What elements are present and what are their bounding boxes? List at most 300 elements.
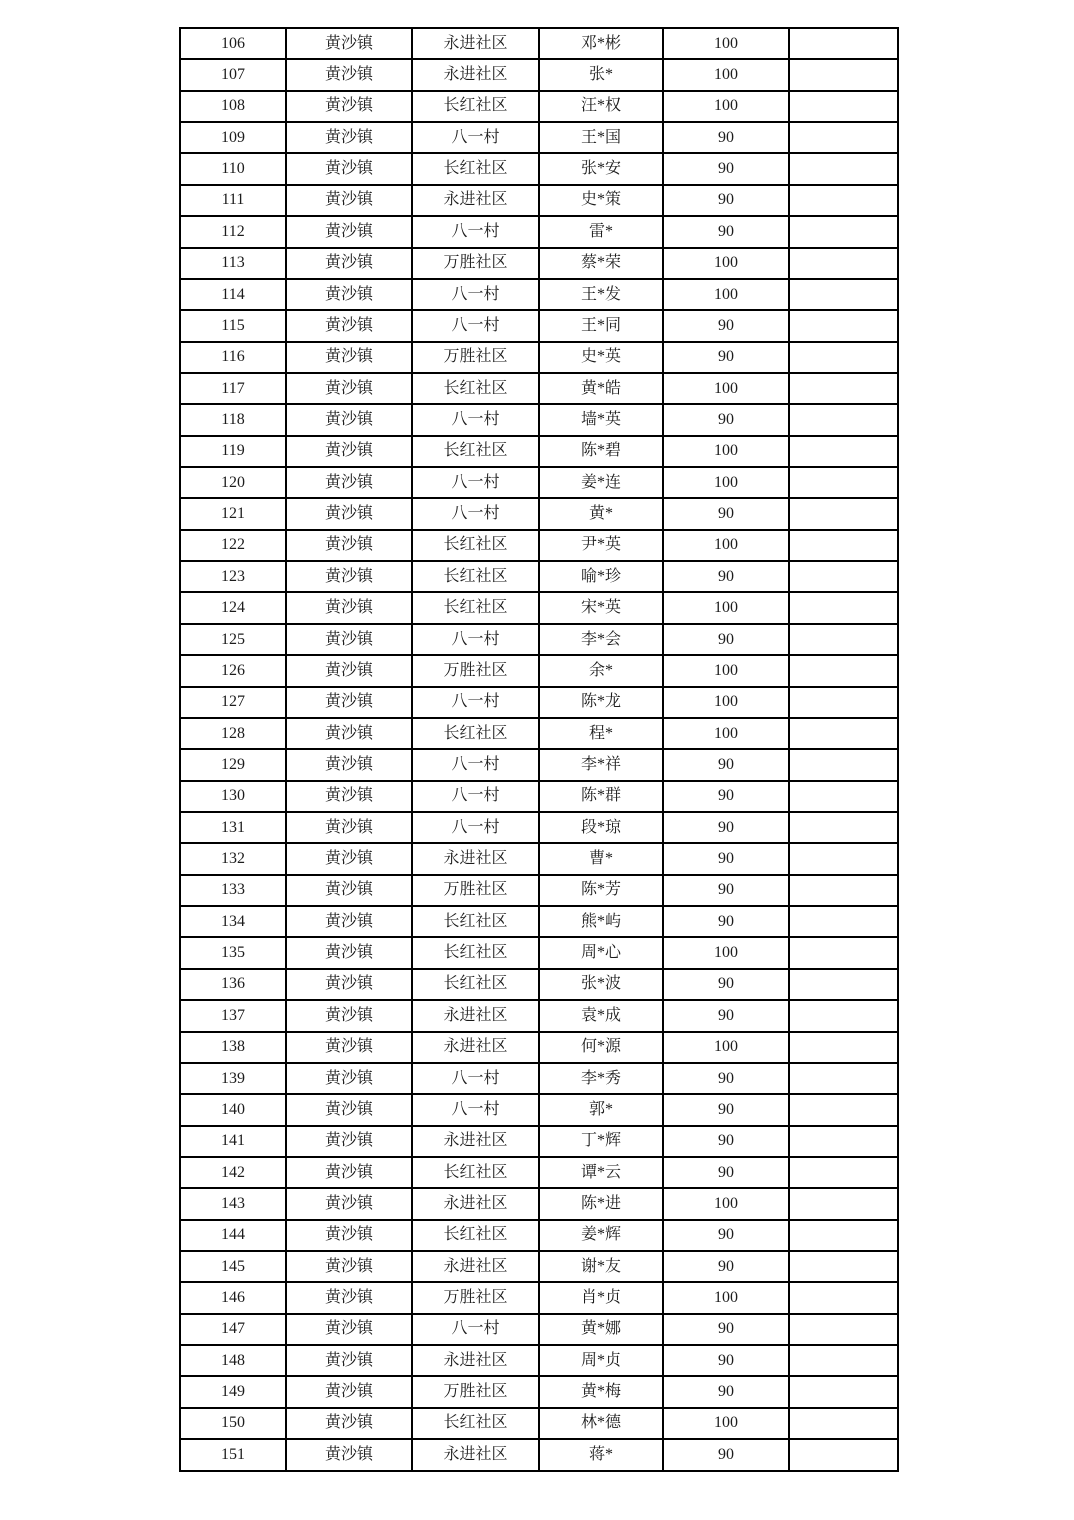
cell-score: 90 (663, 906, 789, 937)
cell-village: 万胜社区 (412, 1376, 539, 1407)
cell-score: 90 (663, 1251, 789, 1282)
cell-town: 黄沙镇 (286, 1251, 412, 1282)
cell-village: 八一村 (412, 624, 539, 655)
cell-name: 张*安 (539, 153, 663, 184)
table-row (180, 122, 898, 153)
cell-name: 何*源 (539, 1032, 663, 1063)
cell-score: 90 (663, 749, 789, 780)
cell-empty (789, 530, 898, 561)
cell-score: 90 (663, 498, 789, 529)
cell-town: 黄沙镇 (286, 1408, 412, 1439)
cell-score: 100 (663, 248, 789, 279)
cell-row-number: 150 (180, 1408, 286, 1439)
table-row (180, 1376, 898, 1407)
table-row (180, 1408, 898, 1439)
cell-empty (789, 436, 898, 467)
cell-village: 永进社区 (412, 1000, 539, 1031)
cell-name: 程* (539, 718, 663, 749)
cell-empty (789, 498, 898, 529)
cell-village: 八一村 (412, 216, 539, 247)
cell-empty (789, 1408, 898, 1439)
cell-town: 黄沙镇 (286, 1157, 412, 1188)
cell-town: 黄沙镇 (286, 59, 412, 90)
cell-name: 陈*进 (539, 1188, 663, 1219)
cell-row-number: 126 (180, 655, 286, 686)
cell-name: 谭*云 (539, 1157, 663, 1188)
cell-town: 黄沙镇 (286, 404, 412, 435)
table-row (180, 843, 898, 874)
cell-name: 雷* (539, 216, 663, 247)
cell-name: 陈*芳 (539, 875, 663, 906)
cell-town: 黄沙镇 (286, 216, 412, 247)
cell-empty (789, 843, 898, 874)
cell-score: 100 (663, 467, 789, 498)
cell-town: 黄沙镇 (286, 310, 412, 341)
cell-empty (789, 906, 898, 937)
cell-empty (789, 1314, 898, 1345)
cell-row-number: 118 (180, 404, 286, 435)
cell-village: 长红社区 (412, 592, 539, 623)
cell-empty (789, 153, 898, 184)
cell-empty (789, 1063, 898, 1094)
cell-score: 90 (663, 969, 789, 1000)
table-row (180, 248, 898, 279)
cell-empty (789, 875, 898, 906)
cell-row-number: 109 (180, 122, 286, 153)
cell-name: 熊*屿 (539, 906, 663, 937)
table-row (180, 59, 898, 90)
cell-row-number: 139 (180, 1063, 286, 1094)
cell-town: 黄沙镇 (286, 687, 412, 718)
cell-village: 长红社区 (412, 906, 539, 937)
cell-empty (789, 122, 898, 153)
cell-score: 90 (663, 1157, 789, 1188)
cell-row-number: 110 (180, 153, 286, 184)
cell-town: 黄沙镇 (286, 592, 412, 623)
cell-name: 王*发 (539, 279, 663, 310)
cell-village: 万胜社区 (412, 342, 539, 373)
cell-name: 李*秀 (539, 1063, 663, 1094)
cell-town: 黄沙镇 (286, 1314, 412, 1345)
cell-score: 90 (663, 153, 789, 184)
cell-row-number: 148 (180, 1345, 286, 1376)
cell-town: 黄沙镇 (286, 781, 412, 812)
cell-empty (789, 279, 898, 310)
cell-empty (789, 59, 898, 90)
cell-row-number: 129 (180, 749, 286, 780)
cell-row-number: 133 (180, 875, 286, 906)
cell-town: 黄沙镇 (286, 937, 412, 968)
table-row (180, 969, 898, 1000)
cell-row-number: 136 (180, 969, 286, 1000)
cell-empty (789, 467, 898, 498)
cell-empty (789, 781, 898, 812)
cell-score: 100 (663, 436, 789, 467)
cell-name: 李*会 (539, 624, 663, 655)
cell-score: 100 (663, 1282, 789, 1313)
cell-row-number: 125 (180, 624, 286, 655)
cell-name: 袁*成 (539, 1000, 663, 1031)
cell-village: 八一村 (412, 749, 539, 780)
cell-score: 90 (663, 1063, 789, 1094)
cell-name: 张* (539, 59, 663, 90)
cell-town: 黄沙镇 (286, 1094, 412, 1125)
cell-town: 黄沙镇 (286, 655, 412, 686)
cell-town: 黄沙镇 (286, 373, 412, 404)
cell-town: 黄沙镇 (286, 561, 412, 592)
cell-row-number: 134 (180, 906, 286, 937)
cell-village: 永进社区 (412, 1032, 539, 1063)
cell-name: 谢*友 (539, 1251, 663, 1282)
cell-village: 八一村 (412, 122, 539, 153)
table-row (180, 781, 898, 812)
cell-name: 周*贞 (539, 1345, 663, 1376)
table-row (180, 749, 898, 780)
cell-score: 100 (663, 530, 789, 561)
table-row (180, 342, 898, 373)
cell-score: 90 (663, 185, 789, 216)
cell-empty (789, 592, 898, 623)
cell-row-number: 122 (180, 530, 286, 561)
cell-row-number: 106 (180, 28, 286, 59)
cell-name: 丁*辉 (539, 1126, 663, 1157)
table-row (180, 1251, 898, 1282)
cell-town: 黄沙镇 (286, 812, 412, 843)
table-row (180, 498, 898, 529)
table-row (180, 1439, 898, 1471)
cell-name: 陈*龙 (539, 687, 663, 718)
table-row (180, 812, 898, 843)
cell-score: 90 (663, 1220, 789, 1251)
table-row (180, 937, 898, 968)
cell-score: 90 (663, 561, 789, 592)
cell-score: 90 (663, 624, 789, 655)
cell-town: 黄沙镇 (286, 1000, 412, 1031)
cell-village: 八一村 (412, 812, 539, 843)
cell-row-number: 141 (180, 1126, 286, 1157)
cell-score: 100 (663, 279, 789, 310)
cell-town: 黄沙镇 (286, 530, 412, 561)
table-row (180, 1345, 898, 1376)
cell-village: 八一村 (412, 498, 539, 529)
cell-name: 陈*群 (539, 781, 663, 812)
table-row (180, 624, 898, 655)
cell-village: 万胜社区 (412, 1282, 539, 1313)
cell-town: 黄沙镇 (286, 906, 412, 937)
cell-village: 长红社区 (412, 373, 539, 404)
cell-row-number: 137 (180, 1000, 286, 1031)
cell-empty (789, 749, 898, 780)
cell-score: 90 (663, 1314, 789, 1345)
cell-name: 段*琼 (539, 812, 663, 843)
cell-empty (789, 1032, 898, 1063)
cell-village: 长红社区 (412, 436, 539, 467)
cell-row-number: 143 (180, 1188, 286, 1219)
cell-village: 长红社区 (412, 1157, 539, 1188)
cell-score: 100 (663, 1032, 789, 1063)
cell-score: 90 (663, 875, 789, 906)
cell-town: 黄沙镇 (286, 342, 412, 373)
table-row (180, 185, 898, 216)
cell-row-number: 140 (180, 1094, 286, 1125)
cell-town: 黄沙镇 (286, 969, 412, 1000)
table-row (180, 687, 898, 718)
cell-name: 曹* (539, 843, 663, 874)
cell-row-number: 132 (180, 843, 286, 874)
cell-score: 90 (663, 310, 789, 341)
cell-row-number: 138 (180, 1032, 286, 1063)
table-row (180, 153, 898, 184)
table-row (180, 592, 898, 623)
cell-empty (789, 718, 898, 749)
cell-village: 八一村 (412, 1094, 539, 1125)
cell-row-number: 112 (180, 216, 286, 247)
table-row (180, 373, 898, 404)
cell-name: 林*德 (539, 1408, 663, 1439)
cell-name: 黄*娜 (539, 1314, 663, 1345)
table-row (180, 906, 898, 937)
cell-row-number: 114 (180, 279, 286, 310)
cell-row-number: 131 (180, 812, 286, 843)
cell-name: 李*祥 (539, 749, 663, 780)
cell-town: 黄沙镇 (286, 875, 412, 906)
cell-village: 万胜社区 (412, 655, 539, 686)
cell-name: 墙*英 (539, 404, 663, 435)
cell-village: 永进社区 (412, 1188, 539, 1219)
cell-town: 黄沙镇 (286, 843, 412, 874)
cell-name: 黄*皓 (539, 373, 663, 404)
cell-empty (789, 1188, 898, 1219)
cell-town: 黄沙镇 (286, 1376, 412, 1407)
cell-town: 黄沙镇 (286, 1032, 412, 1063)
cell-empty (789, 310, 898, 341)
cell-empty (789, 1345, 898, 1376)
cell-village: 永进社区 (412, 185, 539, 216)
cell-village: 八一村 (412, 404, 539, 435)
cell-name: 史*策 (539, 185, 663, 216)
cell-empty (789, 1376, 898, 1407)
cell-town: 黄沙镇 (286, 153, 412, 184)
cell-village: 长红社区 (412, 91, 539, 122)
cell-row-number: 147 (180, 1314, 286, 1345)
cell-score: 100 (663, 687, 789, 718)
cell-name: 尹*英 (539, 530, 663, 561)
cell-town: 黄沙镇 (286, 718, 412, 749)
table-row (180, 1220, 898, 1251)
cell-name: 史*英 (539, 342, 663, 373)
cell-village: 永进社区 (412, 1251, 539, 1282)
cell-row-number: 123 (180, 561, 286, 592)
cell-town: 黄沙镇 (286, 279, 412, 310)
cell-village: 八一村 (412, 1314, 539, 1345)
cell-name: 余* (539, 655, 663, 686)
table-row (180, 655, 898, 686)
cell-empty (789, 185, 898, 216)
cell-village: 八一村 (412, 687, 539, 718)
cell-empty (789, 1282, 898, 1313)
cell-name: 王*同 (539, 310, 663, 341)
cell-empty (789, 1094, 898, 1125)
cell-name: 宋*英 (539, 592, 663, 623)
cell-score: 90 (663, 1345, 789, 1376)
cell-score: 90 (663, 843, 789, 874)
cell-empty (789, 404, 898, 435)
cell-score: 90 (663, 1000, 789, 1031)
cell-town: 黄沙镇 (286, 1282, 412, 1313)
cell-village: 长红社区 (412, 153, 539, 184)
cell-score: 90 (663, 122, 789, 153)
cell-name: 蒋* (539, 1439, 663, 1471)
cell-row-number: 145 (180, 1251, 286, 1282)
table-row (180, 561, 898, 592)
cell-village: 万胜社区 (412, 248, 539, 279)
cell-town: 黄沙镇 (286, 248, 412, 279)
cell-village: 永进社区 (412, 843, 539, 874)
cell-empty (789, 1439, 898, 1471)
cell-name: 蔡*荣 (539, 248, 663, 279)
cell-name: 姜*辉 (539, 1220, 663, 1251)
cell-empty (789, 248, 898, 279)
cell-name: 汪*权 (539, 91, 663, 122)
cell-town: 黄沙镇 (286, 185, 412, 216)
table-row (180, 1094, 898, 1125)
cell-score: 90 (663, 216, 789, 247)
cell-name: 周*心 (539, 937, 663, 968)
cell-village: 永进社区 (412, 59, 539, 90)
cell-row-number: 111 (180, 185, 286, 216)
cell-village: 长红社区 (412, 1220, 539, 1251)
cell-name: 肖*贞 (539, 1282, 663, 1313)
cell-score: 100 (663, 1188, 789, 1219)
cell-empty (789, 216, 898, 247)
cell-score: 90 (663, 781, 789, 812)
cell-village: 八一村 (412, 310, 539, 341)
cell-village: 长红社区 (412, 718, 539, 749)
cell-row-number: 151 (180, 1439, 286, 1471)
cell-row-number: 121 (180, 498, 286, 529)
table-row (180, 404, 898, 435)
cell-empty (789, 1157, 898, 1188)
cell-empty (789, 655, 898, 686)
cell-score: 100 (663, 373, 789, 404)
cell-score: 100 (663, 1408, 789, 1439)
cell-row-number: 115 (180, 310, 286, 341)
cell-village: 八一村 (412, 1063, 539, 1094)
cell-village: 长红社区 (412, 969, 539, 1000)
cell-row-number: 124 (180, 592, 286, 623)
table-row (180, 1063, 898, 1094)
cell-village: 长红社区 (412, 561, 539, 592)
table-row (180, 1000, 898, 1031)
cell-village: 永进社区 (412, 1126, 539, 1157)
table-row (180, 1126, 898, 1157)
cell-town: 黄沙镇 (286, 1220, 412, 1251)
cell-score: 90 (663, 1376, 789, 1407)
cell-village: 长红社区 (412, 937, 539, 968)
cell-name: 黄* (539, 498, 663, 529)
cell-name: 郭* (539, 1094, 663, 1125)
cell-score: 100 (663, 655, 789, 686)
cell-town: 黄沙镇 (286, 122, 412, 153)
table-row (180, 91, 898, 122)
cell-score: 100 (663, 91, 789, 122)
cell-empty (789, 1126, 898, 1157)
table-row (180, 718, 898, 749)
cell-empty (789, 1220, 898, 1251)
cell-score: 100 (663, 59, 789, 90)
cell-row-number: 119 (180, 436, 286, 467)
cell-empty (789, 373, 898, 404)
cell-row-number: 117 (180, 373, 286, 404)
cell-row-number: 107 (180, 59, 286, 90)
cell-name: 王*国 (539, 122, 663, 153)
cell-town: 黄沙镇 (286, 624, 412, 655)
cell-village: 永进社区 (412, 1439, 539, 1471)
table-row (180, 1032, 898, 1063)
cell-score: 100 (663, 937, 789, 968)
cell-row-number: 128 (180, 718, 286, 749)
cell-row-number: 108 (180, 91, 286, 122)
cell-row-number: 116 (180, 342, 286, 373)
cell-empty (789, 812, 898, 843)
cell-row-number: 127 (180, 687, 286, 718)
cell-town: 黄沙镇 (286, 498, 412, 529)
table-row (180, 1282, 898, 1313)
cell-empty (789, 937, 898, 968)
table-row (180, 875, 898, 906)
cell-town: 黄沙镇 (286, 749, 412, 780)
cell-row-number: 130 (180, 781, 286, 812)
cell-score: 90 (663, 404, 789, 435)
cell-empty (789, 561, 898, 592)
cell-town: 黄沙镇 (286, 28, 412, 59)
cell-score: 90 (663, 342, 789, 373)
cell-name: 陈*碧 (539, 436, 663, 467)
cell-village: 万胜社区 (412, 875, 539, 906)
cell-name: 张*波 (539, 969, 663, 1000)
cell-village: 八一村 (412, 279, 539, 310)
table-row (180, 530, 898, 561)
cell-village: 长红社区 (412, 530, 539, 561)
cell-row-number: 146 (180, 1282, 286, 1313)
cell-score: 90 (663, 1439, 789, 1471)
table-row (180, 310, 898, 341)
cell-empty (789, 28, 898, 59)
cell-village: 长红社区 (412, 1408, 539, 1439)
table-row (180, 1157, 898, 1188)
cell-row-number: 135 (180, 937, 286, 968)
cell-row-number: 149 (180, 1376, 286, 1407)
cell-town: 黄沙镇 (286, 436, 412, 467)
cell-row-number: 120 (180, 467, 286, 498)
cell-village: 八一村 (412, 467, 539, 498)
cell-empty (789, 1251, 898, 1282)
cell-empty (789, 1000, 898, 1031)
cell-village: 永进社区 (412, 1345, 539, 1376)
table-row (180, 436, 898, 467)
table-row (180, 467, 898, 498)
cell-row-number: 144 (180, 1220, 286, 1251)
cell-village: 永进社区 (412, 28, 539, 59)
table-row (180, 279, 898, 310)
cell-town: 黄沙镇 (286, 1126, 412, 1157)
cell-score: 100 (663, 718, 789, 749)
cell-town: 黄沙镇 (286, 467, 412, 498)
cell-empty (789, 969, 898, 1000)
cell-empty (789, 342, 898, 373)
cell-name: 黄*梅 (539, 1376, 663, 1407)
cell-town: 黄沙镇 (286, 1345, 412, 1376)
